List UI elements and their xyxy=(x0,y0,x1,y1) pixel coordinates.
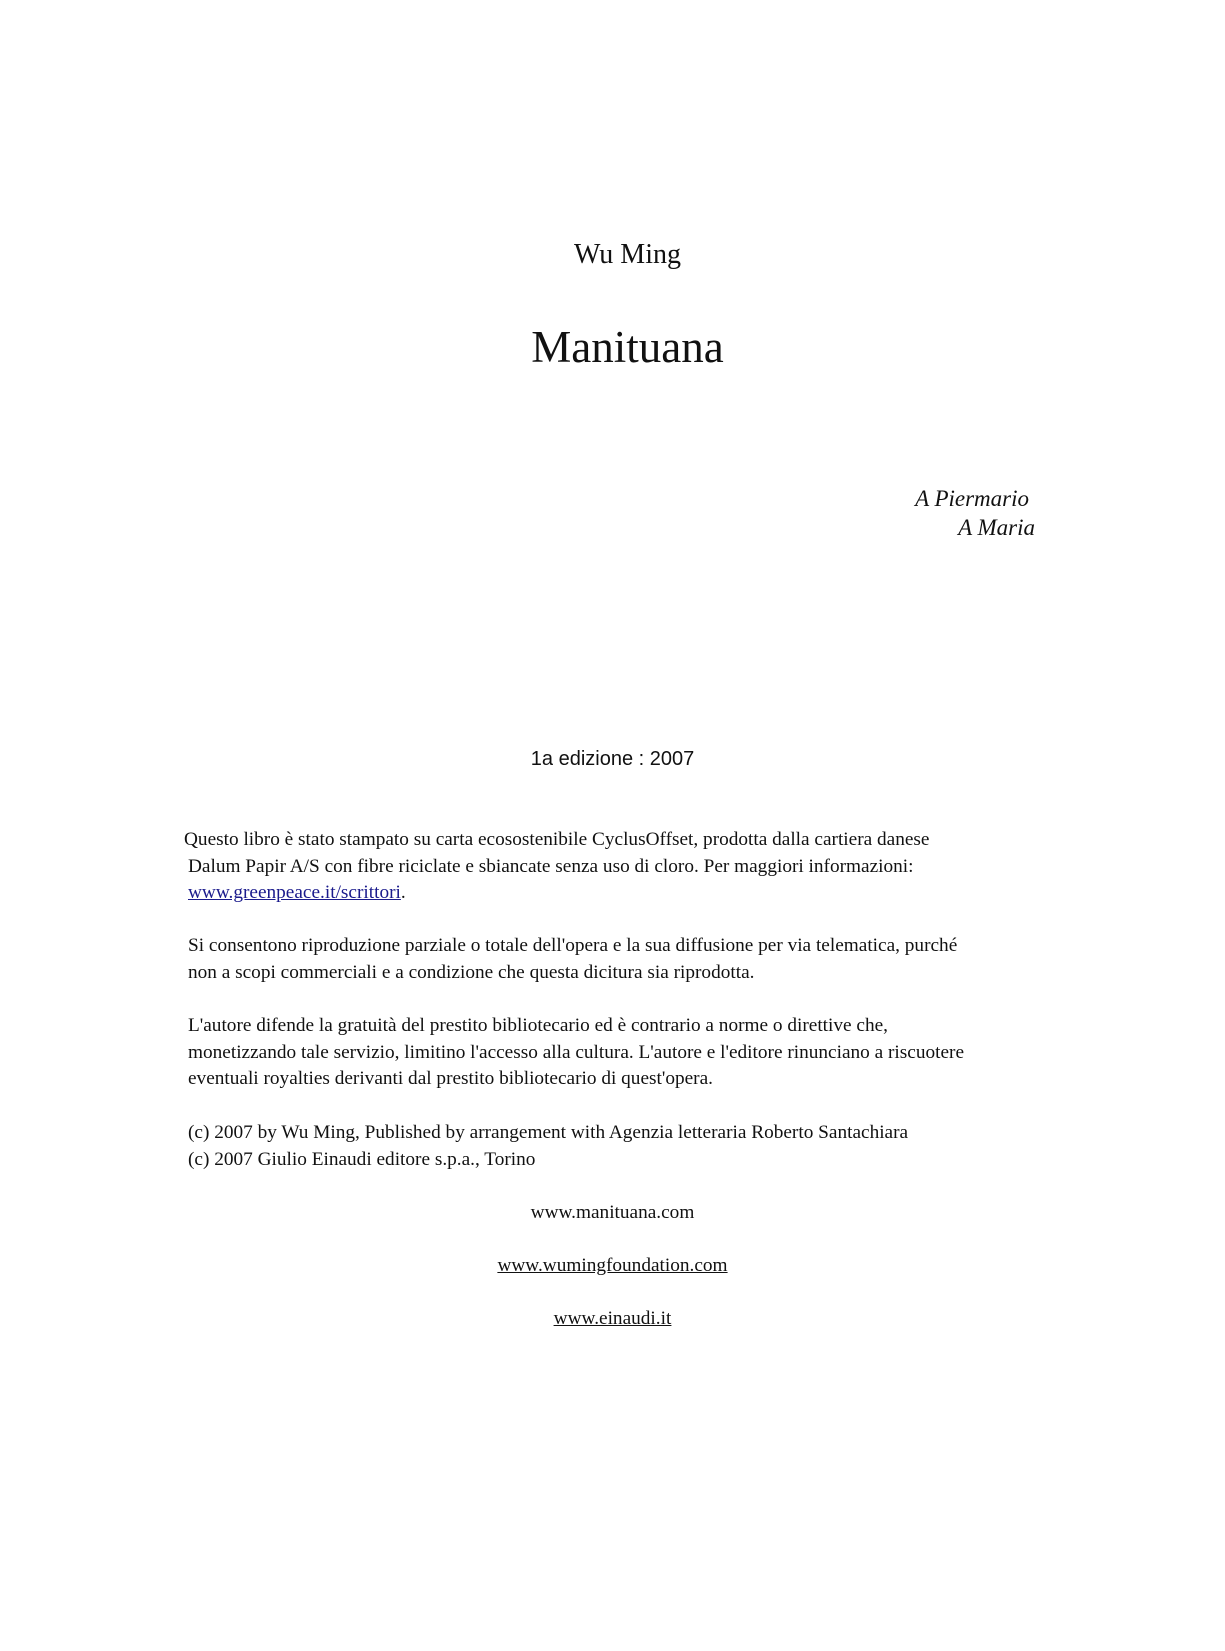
copyright-paragraph xyxy=(188,1120,1048,1173)
einaudi-link[interactable] xyxy=(0,1306,1225,1332)
paper-notice-line-1: Questo libro è stato stampato su carta ecosostenibile CyclusOffset, prodotta dalla cartiera danese xyxy=(184,829,930,850)
reproduction-notice-line-2: non a scopi commerciali e a condizione che questa dicitura sia riprodotta. xyxy=(188,961,755,983)
reproduction-notice-paragraph xyxy=(188,933,1048,986)
edition-note: 1a edizione : 2007 xyxy=(530,748,695,770)
paper-notice-paragraph xyxy=(184,827,1048,907)
library-lending-paragraph xyxy=(188,1013,1048,1093)
period: . xyxy=(400,882,406,904)
copyright-line-1: (c) 2007 by Wu Ming, Published by arrangement with Agenzia letteraria Roberto Santachiara xyxy=(188,1122,909,1143)
greenpeace-link[interactable]: www.greenpeace.it/scrittori xyxy=(188,882,401,904)
library-lending-line-3: eventuali royalties derivanti dal prestito bibliotecario di quest'opera. xyxy=(188,1068,713,1090)
library-lending-line-1: L'autore difende la gratuità del prestito bibliotecario ed è contrario a norme o direttive che, xyxy=(188,1015,888,1036)
paper-notice-line-3 xyxy=(188,880,1048,907)
dedication-line-2: A Maria xyxy=(958,515,1035,540)
wumingfoundation-link[interactable] xyxy=(0,1253,1225,1279)
reproduction-notice-line-1: Si consentono riproduzione parziale o totale dell'opera e la sua diffusione per via telematica, purché xyxy=(188,935,958,956)
dedication xyxy=(915,484,1035,542)
book-title: Manituana xyxy=(531,322,724,372)
author-name: Wu Ming xyxy=(574,239,681,270)
manituana-website[interactable]: www.manituana.com xyxy=(530,1202,695,1223)
copyright-line-2: (c) 2007 Giulio Einaudi editore s.p.a., Torino xyxy=(188,1148,536,1170)
library-lending-line-2: monetizzando tale servizio, limitino l'accesso alla cultura. L'autore e l'editore rinunciano a riscuotere xyxy=(188,1041,965,1063)
dedication-line-1: A Piermario xyxy=(915,486,1029,511)
paper-notice-line-2: Dalum Papir A/S con fibre riciclate e sbiancate senza uso di cloro. Per maggiori informazioni: xyxy=(188,855,914,877)
einaudi-link-text[interactable]: www.einaudi.it xyxy=(553,1308,672,1329)
wumingfoundation-link-text[interactable]: www.wumingfoundation.com xyxy=(497,1255,728,1276)
